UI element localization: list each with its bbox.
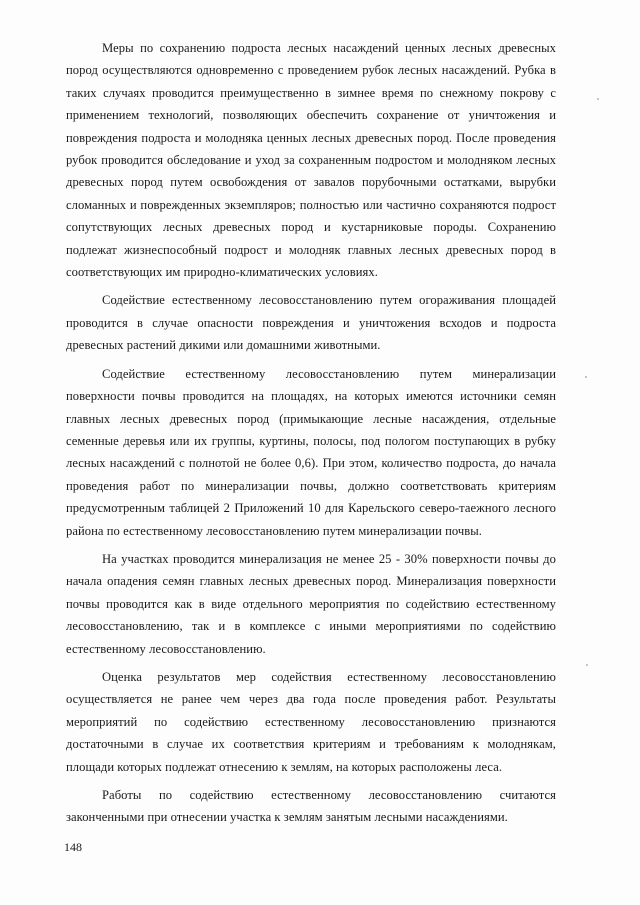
paragraph-works-completion: Работы по содействию естественному лесовосстановлению считаются законченными при отнесении участка к землям занятым лесными насаждениями. — [66, 788, 556, 825]
paragraph-results-assessment: Оценка результатов мер содействия естественному лесовосстановлению осуществляется не ранее чем через два года после проведения работ. Результаты мероприятий по содействию естественному лесовосстановлению признаются достаточными в случае их соответствия критериям и требованиям к молоднякам, площади которых подлежат отнесению к землям, на которых расположены леса. — [66, 669, 556, 774]
scan-speck — [585, 376, 587, 378]
paragraph-soil-mineralization: Содействие естественному лесовосстановлению путем минерализации поверхности почвы проводится на площадях, на которых имеются источники семян главных лесных древесных пород (примыкающие лесные насаждения, отдельные семенные деревья или их группы, куртины, полосы, под пологом поступающих в рубку лесных насаждений с полнотой не более 0,6). При этом, количество подроста, до начала проведения работ по минерализации почвы, должно соответствовать критериям предусмотренным таблицей 2 Приложений 10 для Карельского северо-таежного лесного района по естественному лесовосстановлению путем минерализации почвы. — [66, 366, 556, 538]
paragraph-fencing: Содействие естественному лесовосстановлению путем огораживания площадей проводится в случае опасности повреждения и уничтожения всходов и подроста древесных растений дикими или домашними животными. — [66, 293, 556, 353]
scan-speck — [586, 664, 588, 666]
paragraph-undergrowth-preservation: Меры по сохранению подроста лесных насаждений ценных лесных древесных пород осуществляются одновременно с проведением рубок лесных насаждений. Рубка в таких случаях проводится преимущественно в зимнее время по снежному покрову с применением технологий, позволяющих обеспечить сохранение от уничтожения и повреждения подроста и молодняка ценных лесных древесных пород. После проведения рубок проводится обследование и уход за сохраненным подростом и молодняком лесных древесных пород путем освобождения от завалов порубочными остатками, вырубки сломанных и поврежденных экземпляров; полностью или частично сохраняются подрост сопутствующих лесных древесных пород и кустарниковые породы. Сохранению подлежат жизнеспособный подрост и молодняк главных лесных древесных пород в соответствующих им природно-климатических условиях. — [66, 41, 556, 280]
page-number: 148 — [64, 840, 82, 854]
scan-speck — [597, 98, 599, 100]
paragraph-mineralization-share: На участках проводится минерализация не менее 25 - 30% поверхности почвы до начала опадения семян главных лесных древесных пород. Минерализация поверхности почвы проводится как в виде отдельного мероприятия по содействию естественному лесовосстановлению, так и в комплексе с иными мероприятиями по содействию естественному лесовосстановлению. — [66, 551, 556, 656]
body-text — [66, 37, 556, 835]
